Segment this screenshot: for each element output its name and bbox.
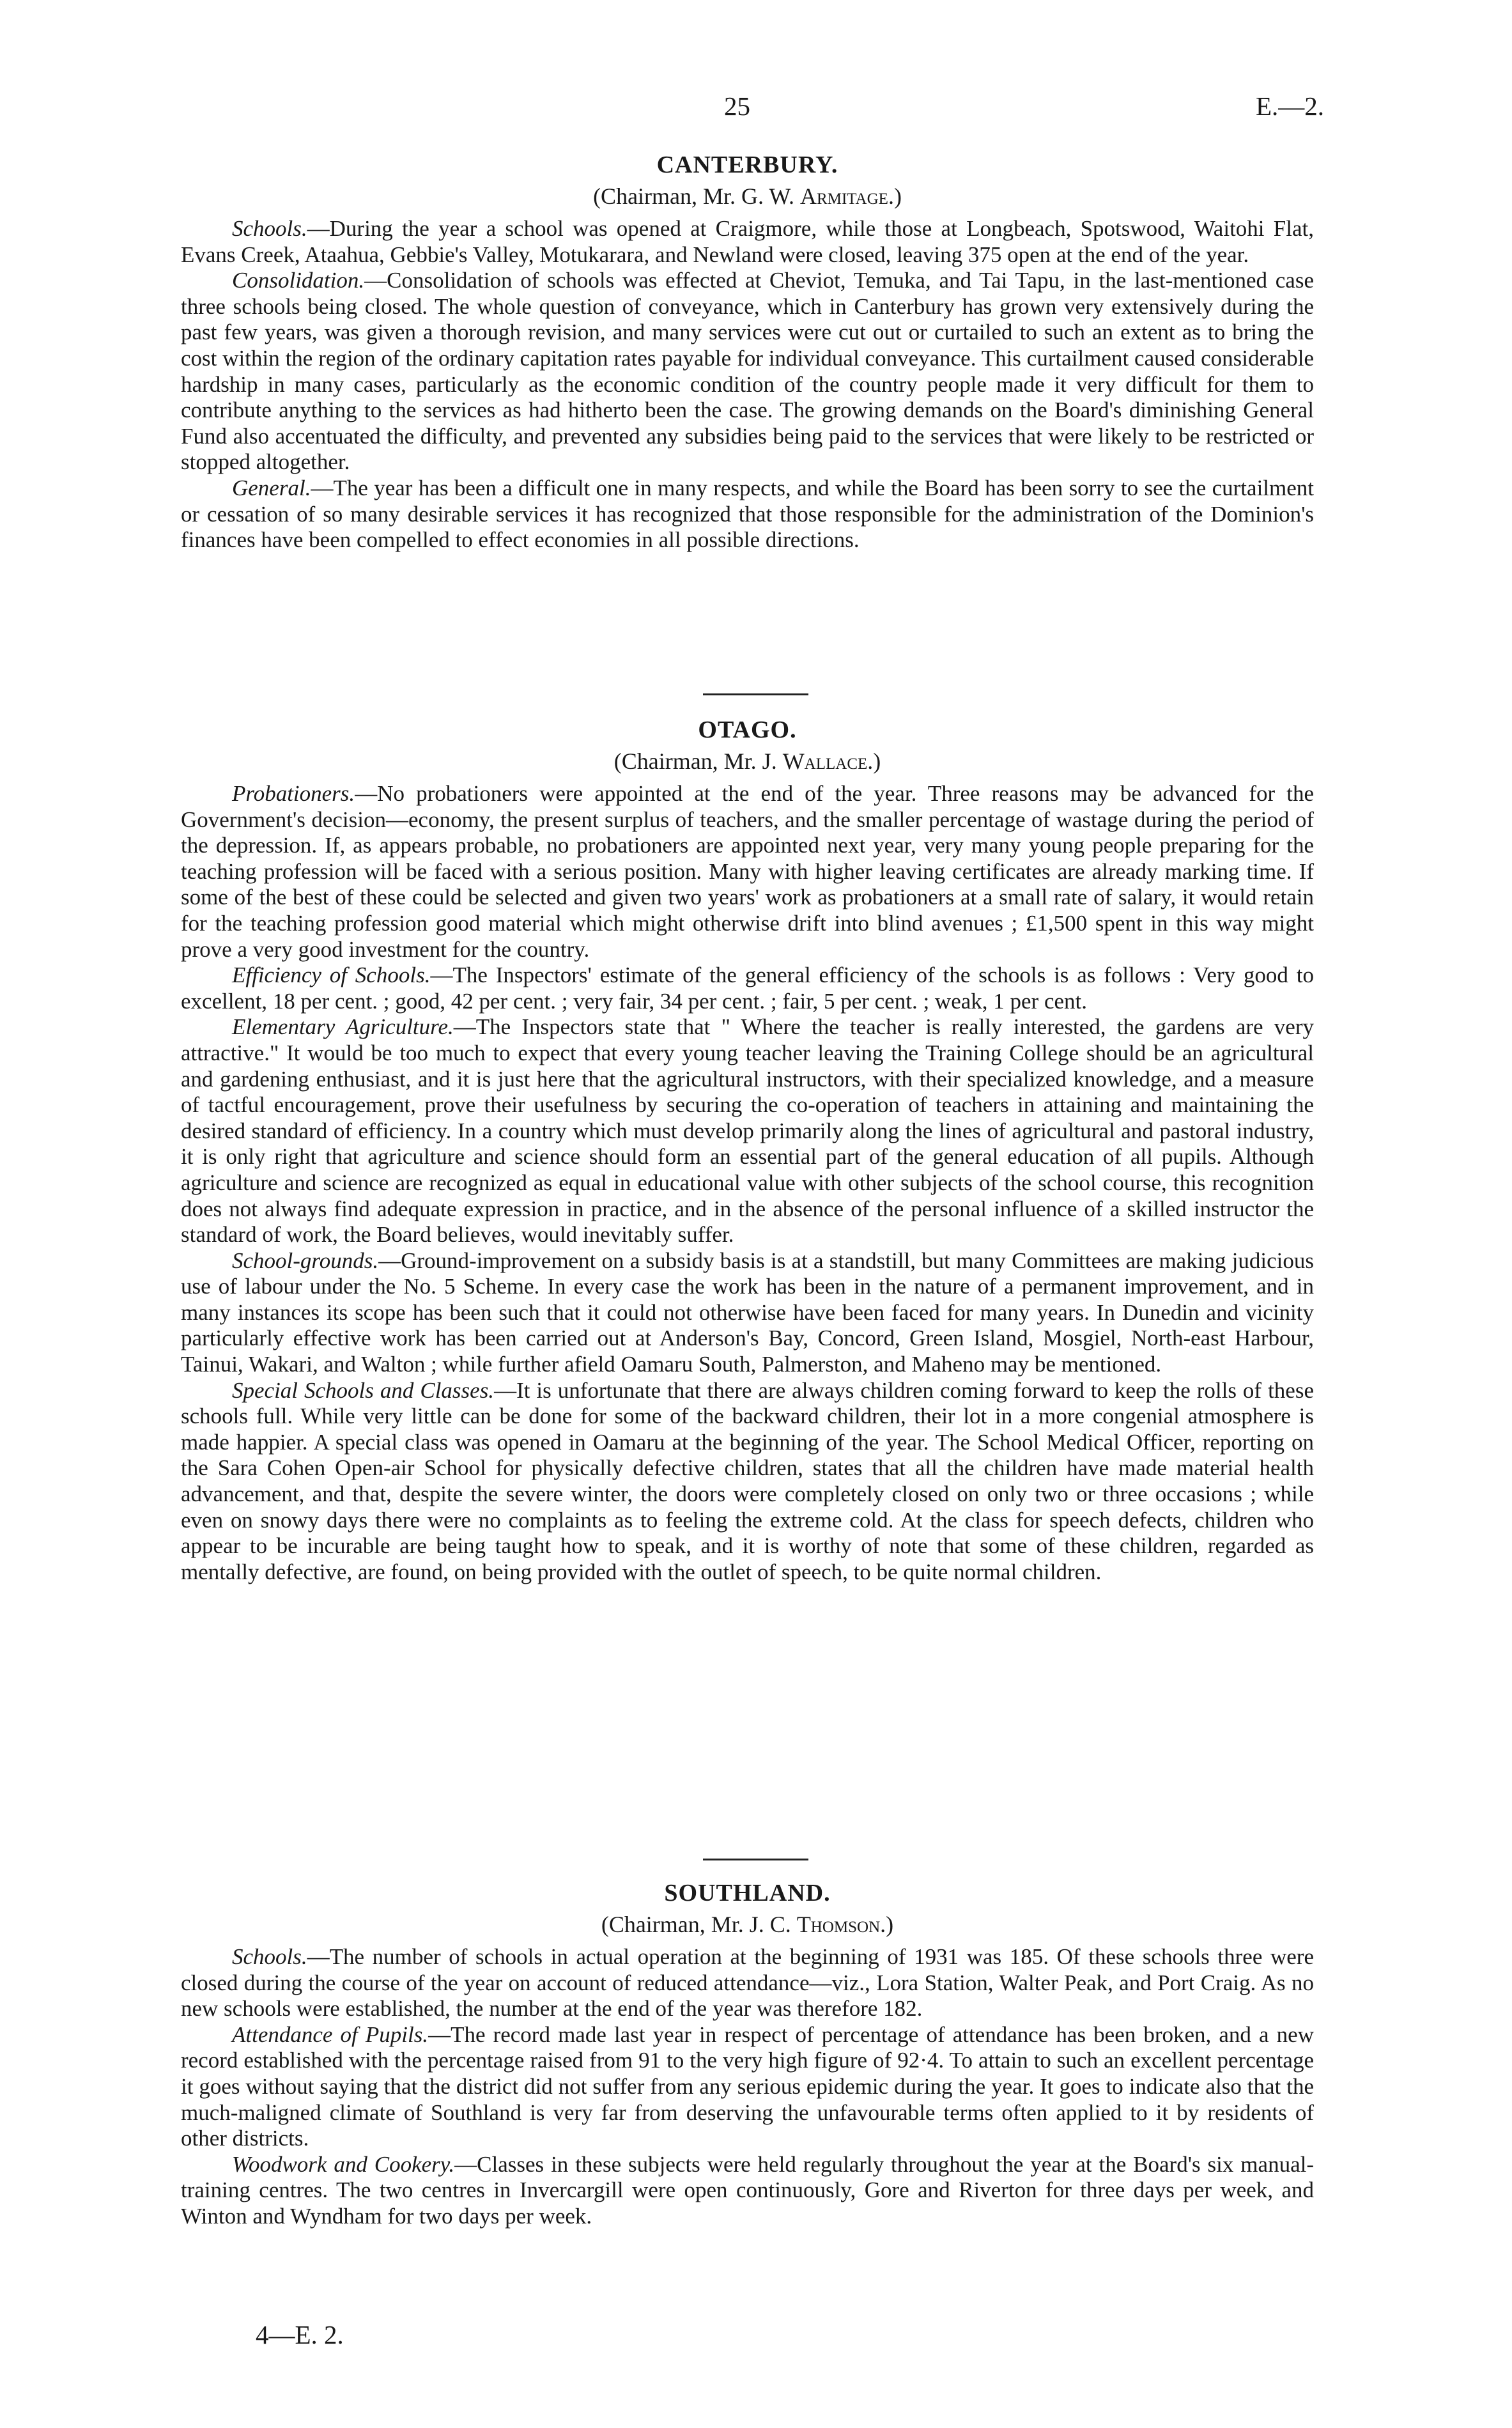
paragraph [181, 1944, 1314, 2022]
paragraph [181, 781, 1314, 963]
paragraph-text: —It is unfortunate that there are always children coming forward to keep the rolls of these schools full. While very little can be done for some of the backward children, their lot in a more congenial atmosphere is made happier. A special class was opened in Oamaru at the beginning of the year. The School Medical Officer, reporting on the Sara Cohen Open-air School for physically defective children, states that all the children have made material health advancement, and that, despite the severe winter, the doors were completely closed on only two or three occasions ; while even on snowy days there were no complaints as to feeling the extreme cold. At the class for speech defects, children who appear to be incurable are being taught how to speak, and it is worthy of note that some of these children, regarded as mentally defective, are found, on being provided with the outlet of speech, to be quite normal children. [181, 1377, 1314, 1584]
paragraph-text: —The record made last year in respect of percentage of attendance has been broken, and a new record established with the percentage raised from 91 to the very high figure of 92·4. To attain to such an excellent percentage it goes without saying that the district did not suffer from any serious epidemic during the year. It goes to indicate also that the much-maligned climate of Southland is very far from deserving the unfavourable terms often applied to it by residents of other districts. [181, 2022, 1314, 2151]
paragraph [181, 216, 1314, 268]
chairman-line: (Chairman, Mr. J. Wallace.) [613, 748, 881, 774]
paragraph-text: —No probationers were appointed at the end of the year. Three reasons may be advanced for the Government's decision—economy, the present surplus of teachers, and the smaller percentage of wastage during the period of the depression. If, as appears probable, no probationers are appointed next year, very many young people preparing for the teaching profession will be faced with a serious position. Many with higher leaving certificates are already marking time. If some of the best of these could be selected and given two years' work as probationers at a small rate of salary, it would retain for the teaching profession good material which might otherwise drift into blind avenues ; £1,500 spent in this way might prove a very good investment for the country. [181, 781, 1314, 962]
paragraph [181, 1378, 1314, 1586]
paragraph [181, 1248, 1314, 1378]
document-reference: E.—2. [1255, 91, 1324, 121]
paragraph-text: —Consolidation of schools was effected at Cheviot, Temuka, and Tai Tapu, in the last-mentioned case three schools being closed. The whole question of conveyance, which in Canterbury has grown very extensively during the past few years, was given a thorough revision, and many services were cut out or curtailed to such an extent as to bring the cost within the region of the ordinary capitation rates payable for individual conveyance. This curtailment caused considerable hardship in many cases, particularly as the economic condition of the country people made it very difficult for them to contribute anything to the services as had hitherto been the case. The growing demands on the Board's diminishing General Fund also accentuated the difficulty, and prevented any subsidies being paid to the services that were likely to be restricted or stopped altogether. [181, 268, 1314, 475]
section-canterbury [181, 151, 1314, 553]
paragraph [181, 2022, 1314, 2152]
section-title: CANTERBURY. [656, 151, 838, 178]
paragraph-heading: Special Schools and Classes. [232, 1377, 495, 1403]
paragraph-heading: Attendance of Pupils. [232, 2022, 429, 2047]
paragraph-text: —The Inspectors' estimate of the general efficiency of the schools is as follows : Very good to excellent, 18 per cent. ; good, 42 per cent. ; very fair, 34 per cent. ; fair, 5 per cent. ; weak, 1 per cent. [181, 963, 1314, 1014]
paragraph-heading: Efficiency of Schools. [232, 963, 431, 988]
paragraph-heading: General. [232, 475, 311, 500]
paragraph-text: —The year has been a difficult one in many respects, and while the Board has been sorry to see the curtailment or cessation of so many desirable services it has recognized that those responsible for the administration of the Dominion's finances have been compelled to effect economies in all possible directions. [181, 475, 1314, 553]
section-southland [181, 1879, 1314, 2230]
paragraph-heading: Schools. [232, 216, 307, 241]
chairman-line: (Chairman, Mr. J. C. Thomson.) [601, 1912, 894, 1937]
paragraph [181, 268, 1314, 476]
paragraph-text: —The Inspectors state that " Where the teacher is really interested, the gardens are very attractive." It would be too much to expect that every young teacher leaving the Training College should be an agricultural and gardening enthusiast, and it is just here that the agricultural instructors, with their specialized knowledge, and a measure of tactful encouragement, prove their usefulness by securing the co-operation of teachers in attaining and maintaining the desired standard of efficiency. In a country which must develop primarily along the lines of agricultural and pastoral industry, it is only right that agriculture and science should form an essential part of the general education of all pupils. Although agriculture and science are recognized as equal in educational value with other subjects of the school course, this recognition does not always find adequate expression in practice, and in the absence of the personal influence of a skilled instructor the standard of work, the Board believes, would inevitably suffer. [181, 1014, 1314, 1248]
paragraph-heading: Consolidation. [232, 268, 365, 293]
paragraph-text: —The number of schools in actual operation at the beginning of 1931 was 185. Of these schools three were closed during the course of the year on account of reduced attendance—viz., Lora Station, Walter Peak, and Port Craig. As no new schools were established, the number at the end of the year was therefore 182. [181, 1944, 1314, 2022]
paragraph-heading: Woodwork and Cookery. [232, 2151, 455, 2177]
paragraph-text: —Ground-improvement on a subsidy basis is at a standstill, but many Committees are making judicious use of labour under the No. 5 Scheme. In every case the work has been in the nature of a permanent improvement, and in many instances its scope has been such that it could not otherwise have been faced for many years. In Dunedin and vicinity particularly effective work has been carried out at Anderson's Bay, Concord, Green Island, Mosgiel, North-east Harbour, Tainui, Wakari, and Walton ; while further afield Oamaru South, Palmerston, and Maheno may be mentioned. [181, 1248, 1314, 1377]
paragraph [181, 2152, 1314, 2230]
paragraph [181, 1014, 1314, 1248]
paragraph [181, 963, 1314, 1014]
section-divider [703, 1859, 808, 1860]
section-title: SOUTHLAND. [664, 1880, 831, 1906]
chairman-line: (Chairman, Mr. G. W. Armitage.) [593, 183, 902, 209]
paragraph-text: —During the year a school was opened at Craigmore, while those at Longbeach, Spotswood, Waitohi Flat, Evans Creek, Ataahua, Gebbie's Valley, Motukarara, and Newland were closed, leaving 375 open at the end of the year. [181, 216, 1314, 267]
section-divider [703, 693, 808, 695]
paragraph-heading: School-grounds. [232, 1248, 379, 1273]
paragraph-heading: Elementary Agriculture. [232, 1014, 454, 1040]
footer-signature: 4—E. 2. [256, 2320, 344, 2349]
page-number: 25 [724, 91, 750, 121]
paragraph-text: —Classes in these subjects were held regularly throughout the year at the Board's six manual-training centres. The two centres in Invercargill were open continuously, Gore and Riverton for three days per week, and Winton and Wyndham for two days per week. [181, 2151, 1314, 2229]
section-title: OTAGO. [698, 716, 797, 743]
paragraph [181, 476, 1314, 553]
section-otago [181, 716, 1314, 1585]
paragraph-heading: Schools. [232, 1944, 307, 1969]
paragraph-heading: Probationers. [232, 781, 355, 806]
